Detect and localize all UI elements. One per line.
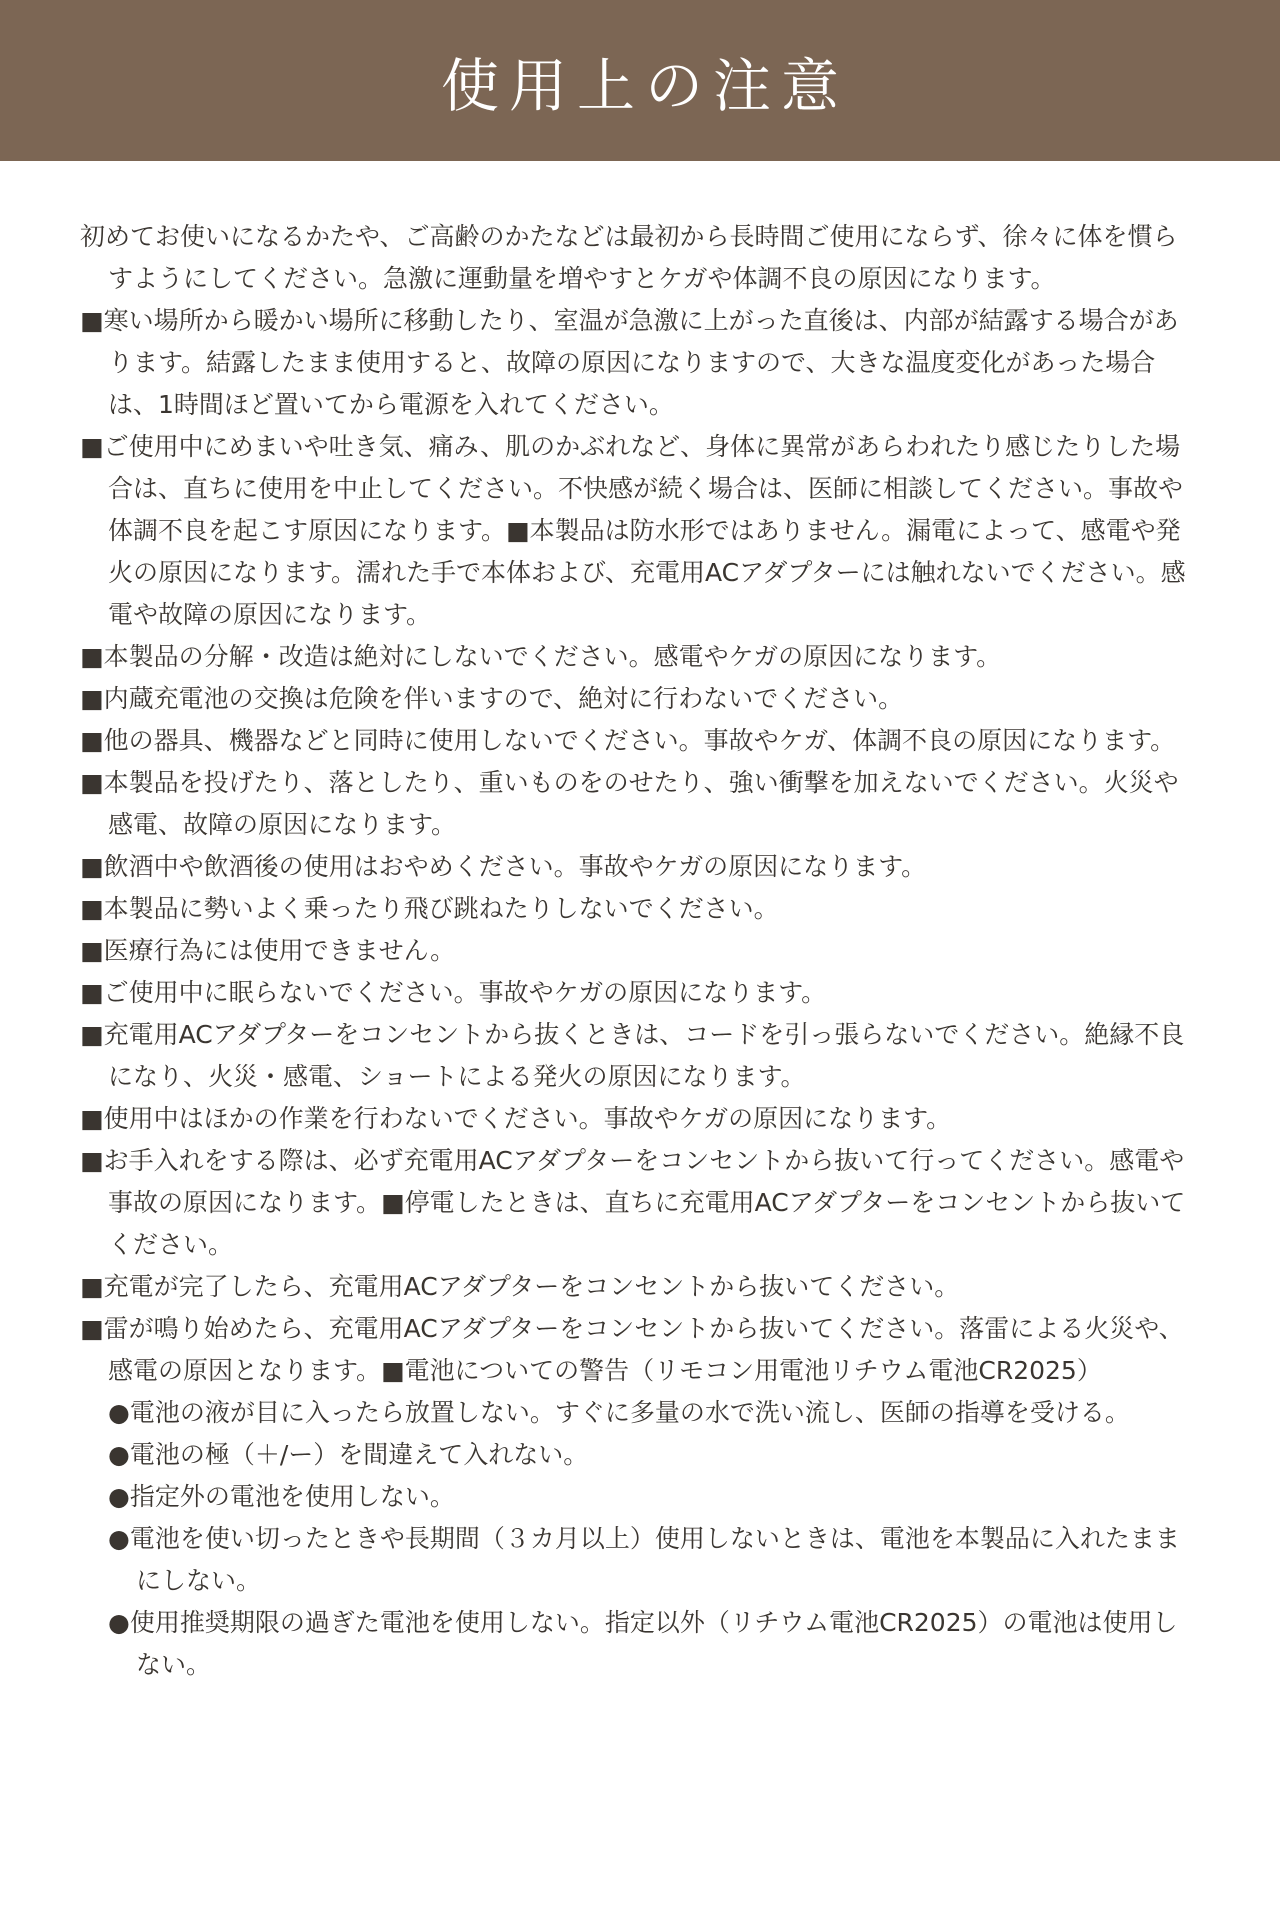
caution-item: ■充電用ACアダプターをコンセントから抜くときは、コードを引っ張らないでください。絶縁不良になり、火災・感電、ショートによる発火の原因になります。: [80, 1020, 1185, 1091]
caution-item: ■寒い場所から暖かい場所に移動したり、室温が急激に上がった直後は、内部が結露する場合があります。結露したまま使用すると、故障の原因になりますので、大きな温度変化があった場合は、1時間ほど置いてから電源を入れてください。: [80, 306, 1179, 419]
caution-item: ■医療行為には使用できません。: [80, 936, 456, 965]
caution-item: ■内蔵充電池の交換は危険を伴いますので、絶対に行わないでください。: [80, 684, 904, 713]
caution-item: ■他の器具、機器などと同時に使用しないでください。事故やケガ、体調不良の原因になります。: [80, 726, 1176, 755]
caution-item: ■本製品の分解・改造は絶対にしないでください。感電やケガの原因になります。: [80, 642, 1002, 671]
battery-warning-item: ●電池の液が目に入ったら放置しない。すぐに多量の水で洗い流し、医師の指導を受ける。: [108, 1398, 1130, 1427]
caution-item: ■本製品を投げたり、落としたり、重いものをのせたり、強い衝撃を加えないでください。火災や感電、故障の原因になります。: [80, 768, 1179, 839]
caution-item: ■使用中はほかの作業を行わないでください。事故やケガの原因になります。: [80, 1104, 952, 1133]
intro-text: 初めてお使いになるかたや、ご高齢のかたなどは最初から長時間ご使用にならず、徐々に体を慣らすようにしてください。急激に運動量を増やすとケガや体調不良の原因になります。: [80, 222, 1178, 293]
caution-item: ■ご使用中に眠らないでください。事故やケガの原因になります。: [80, 978, 827, 1007]
caution-list: [0, 161, 1280, 1686]
page-title: 使用上の注意: [440, 51, 849, 120]
header-bar: [0, 0, 1280, 161]
caution-item: ■飲酒中や飲酒後の使用はおやめください。事故やケガの原因になります。: [80, 852, 927, 881]
caution-item: ■本製品に勢いよく乗ったり飛び跳ねたりしないでください。: [80, 894, 779, 923]
caution-item: ■ご使用中にめまいや吐き気、痛み、肌のかぶれなど、身体に異常があらわれたり感じたりした場合は、直ちに使用を中止してください。不快感が続く場合は、医師に相談してください。事故や体調不良を起こす原因になります。■本製品は防水形ではありません。漏電によって、感電や発火の原因になります。濡れた手で本体および、充電用ACアダプターには触れないでください。感電や故障の原因になります。: [80, 432, 1186, 629]
battery-warning-item: ●指定外の電池を使用しない。: [108, 1482, 455, 1511]
caution-item: ■お手入れをする際は、必ず充電用ACアダプターをコンセントから抜いて行ってください。感電や事故の原因になります。■停電したときは、直ちに充電用ACアダプターをコンセントから抜いてください。: [80, 1146, 1186, 1259]
battery-warning-item: ●電池を使い切ったときや長期間（３カ月以上）使用しないときは、電池を本製品に入れたままにしない。: [108, 1524, 1180, 1595]
caution-item: ■雷が鳴り始めたら、充電用ACアダプターをコンセントから抜いてください。落雷による火災や、感電の原因となります。■電池についての警告（リモコン用電池リチウム電池CR2025）: [80, 1314, 1184, 1385]
battery-warning-item: ●使用推奨期限の過ぎた電池を使用しない。指定以外（リチウム電池CR2025）の電池は使用しない。: [108, 1608, 1178, 1679]
battery-warning-item: ●電池の極（＋/ー）を間違えて入れない。: [108, 1440, 589, 1469]
caution-item: ■充電が完了したら、充電用ACアダプターをコンセントから抜いてください。: [80, 1272, 960, 1301]
